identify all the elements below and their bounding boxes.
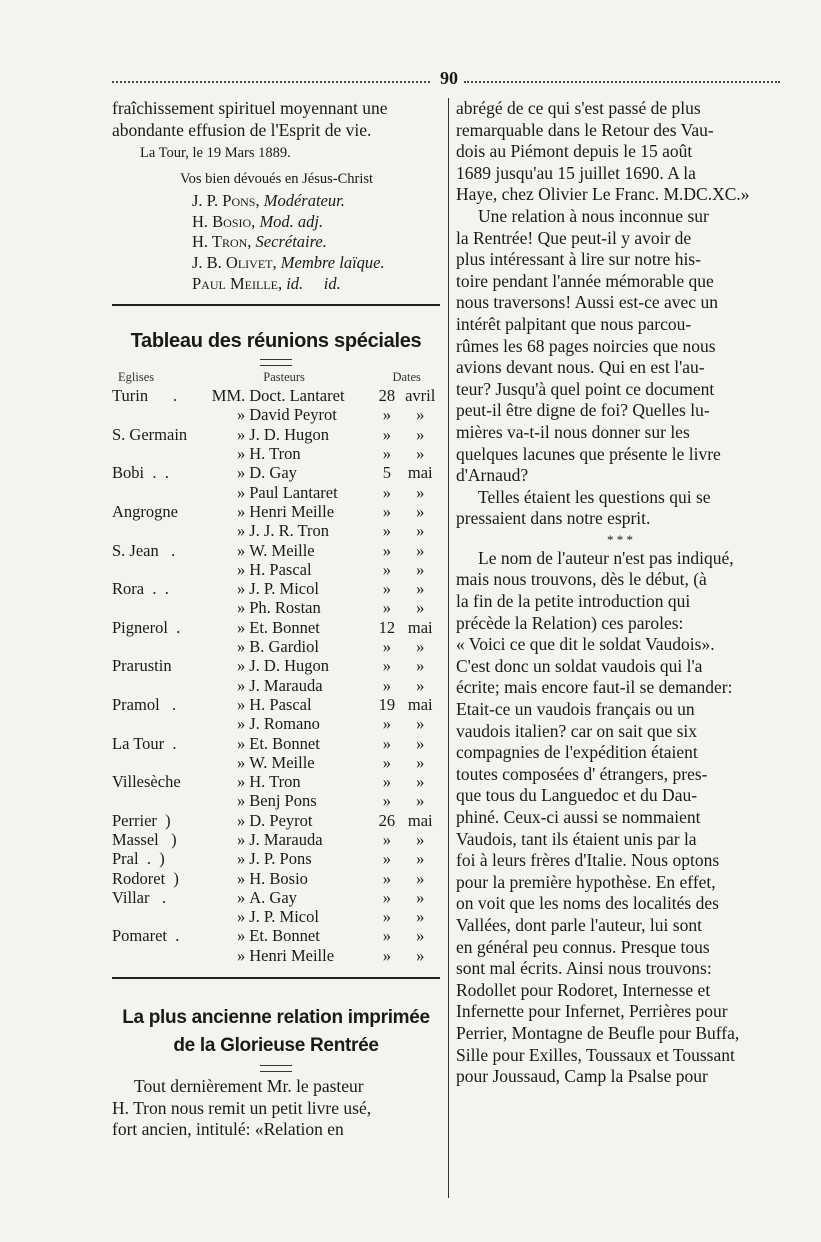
church-cell: [112, 676, 208, 695]
date-day-cell: »: [382, 926, 392, 946]
date-month-cell: »: [416, 926, 425, 946]
table-row: [112, 926, 440, 945]
date-month-cell: »: [416, 444, 425, 464]
pastor-cell: J. Romano: [249, 714, 320, 734]
text-line: vaudois italien? car on sait que six: [456, 720, 698, 741]
honorific-cell: »: [237, 772, 246, 792]
date-month-cell: »: [416, 637, 425, 657]
text-line: Rodollet pour Rodoret, Internesse et: [456, 979, 711, 1000]
date-day-cell: »: [382, 772, 392, 792]
text-line: toutes composées d' étrangers, pres-: [456, 763, 708, 784]
table-row: [112, 695, 440, 714]
church-cell: Massel ): [112, 829, 177, 849]
date-month-cell: »: [416, 656, 425, 676]
article-title-line-1: La plus ancienne relation imprimée: [122, 1007, 430, 1029]
date-day-cell: »: [382, 675, 392, 695]
text-line: quelques lacunes que présente le livre: [456, 443, 721, 464]
honorific-cell: »: [237, 617, 246, 637]
date-month-cell: »: [416, 540, 425, 560]
date-month-cell: mai: [407, 694, 433, 714]
text-line: précède la Relation) ces paroles:: [456, 612, 684, 633]
paragraph-2: [456, 206, 784, 487]
pastor-cell: Et. Bonnet: [249, 617, 320, 637]
church-cell: [112, 483, 208, 502]
date-month-cell: »: [416, 579, 425, 599]
date-month-cell: »: [416, 675, 425, 695]
table-row: [112, 772, 440, 791]
section-stars: * * *: [607, 531, 633, 547]
table-row: [112, 405, 440, 424]
pastor-cell: Benj Pons: [249, 791, 317, 811]
table-row: [112, 541, 440, 560]
page-number: 90: [440, 68, 458, 88]
pastor-cell: W. Meille: [249, 540, 315, 560]
date-month-cell: »: [416, 714, 425, 734]
pastor-cell: H. Pascal: [249, 694, 312, 714]
church-cell: [112, 405, 208, 424]
honorific-cell: »: [237, 501, 246, 521]
pastor-cell: J. J. R. Tron: [249, 521, 330, 541]
date-day-cell: »: [382, 579, 392, 599]
date-month-cell: »: [416, 559, 425, 579]
church-cell: [112, 560, 208, 579]
pastor-cell: B. Gardiol: [249, 637, 319, 657]
pastor-cell: David Peyrot: [249, 405, 337, 425]
text-line: Perrier, Montagne de Beufle pour Buffa,: [456, 1022, 740, 1043]
honorific-cell: MM.: [211, 386, 246, 406]
paragraph-3: [456, 487, 784, 530]
date-month-cell: »: [416, 482, 425, 502]
text-line: Etait-ce un vaudois français ou un: [456, 699, 695, 720]
pastor-cell: J. P. Micol: [249, 907, 319, 927]
table-row: [112, 791, 440, 810]
text-line: que tous du Languedoc et du Dau-: [456, 785, 698, 806]
table-header-row: [112, 368, 440, 386]
date-day-cell: »: [382, 559, 392, 579]
church-cell: Pral . ): [112, 849, 165, 869]
signatory-name: H. Bosio,: [192, 211, 256, 231]
date-month-cell: »: [416, 945, 425, 965]
honorific-cell: »: [237, 810, 246, 830]
date-month-cell: »: [416, 733, 425, 753]
church-cell: [112, 753, 208, 772]
table-row: [112, 521, 440, 540]
date-day-cell: »: [382, 501, 392, 521]
salutation: Vos bien dévoués en Jésus-Christ: [180, 171, 374, 188]
honorific-cell: »: [237, 540, 246, 560]
table-row: [112, 425, 440, 444]
date-month-cell: »: [416, 772, 425, 792]
signatory: [112, 274, 440, 295]
pastor-cell: J. Marauda: [249, 675, 323, 695]
page-header: [112, 68, 780, 94]
pastor-cell: Paul Lantaret: [249, 482, 338, 502]
text-line: Une relation à nous inconnue sur: [478, 205, 709, 226]
pastor-cell: Doct. Lantaret: [249, 386, 345, 406]
table-row: [112, 579, 440, 598]
pastor-cell: Et. Bonnet: [249, 926, 320, 946]
honorific-cell: »: [237, 714, 246, 734]
paragraph-1: [456, 98, 784, 206]
date-month-cell: mai: [407, 463, 433, 483]
date-month-cell: »: [416, 868, 425, 888]
text-line: rûmes les 68 pages noircies que nous: [456, 335, 716, 356]
text-line: la Rentrée! Que peut-il y avoir de: [456, 227, 692, 248]
table-row: [112, 734, 440, 753]
date-month-cell: »: [416, 907, 425, 927]
date-day-cell: »: [382, 637, 392, 657]
pastor-cell: J. D. Hugon: [249, 424, 330, 444]
date-day-cell: »: [382, 887, 392, 907]
signatory-role: Mod. adj.: [259, 211, 324, 231]
intro-paragraph: [112, 98, 440, 141]
text-line: on voit que les noms des localités des: [456, 893, 719, 914]
right-column: [456, 98, 784, 1088]
date-day-cell: »: [382, 945, 392, 965]
church-cell: Rodoret ): [112, 868, 179, 888]
date-day-cell: »: [382, 868, 392, 888]
date-day-cell: »: [382, 752, 392, 772]
title-double-rule: [260, 359, 292, 366]
paragraph-4: [456, 548, 784, 1088]
table-title: Tableau des réunions spéciales: [130, 330, 422, 353]
church-cell: Villar .: [112, 887, 166, 907]
text-line: écrite; mais encore faut-il se demander:: [456, 677, 733, 698]
signatory-name: H. Tron,: [192, 232, 252, 252]
honorific-cell: »: [237, 791, 246, 811]
text-line: Tout dernièrement Mr. le pasteur: [134, 1076, 364, 1097]
table-row: [112, 676, 440, 695]
honorific-cell: »: [237, 444, 246, 464]
honorific-cell: »: [237, 559, 246, 579]
text-line: plus intéressant à lire sur notre his-: [456, 249, 701, 270]
text-line: fraîchissement spirituel moyennant une: [112, 98, 388, 118]
title-double-rule: [260, 1065, 292, 1072]
pastor-cell: H. Tron: [249, 772, 301, 792]
church-cell: [112, 598, 208, 617]
text-line: en général peu connus. Presque tous: [456, 936, 710, 957]
date-day-cell: »: [382, 733, 392, 753]
text-line: mières va-t-il nous donner sur les: [456, 421, 690, 442]
church-cell: [112, 791, 208, 810]
church-cell: Prarustin: [112, 656, 172, 676]
text-line: pour la première hypothèse. En effet,: [456, 871, 716, 892]
header-dates: Dates: [392, 370, 421, 385]
pastor-cell: D. Peyrot: [249, 810, 313, 830]
text-line: compagnies de l'expédition étaient: [456, 742, 698, 763]
text-line: intérêt palpitant que nous parcou-: [456, 313, 692, 334]
table-row: [112, 560, 440, 579]
table-row: [112, 618, 440, 637]
table-row: [112, 907, 440, 926]
date-day-cell: 26: [378, 810, 396, 830]
pastor-cell: J. D. Hugon: [249, 656, 330, 676]
text-line: pour Joussaud, Camp la Psalse pour: [456, 1066, 708, 1087]
pastor-cell: A. Gay: [249, 887, 297, 907]
church-cell: S. Germain: [112, 424, 188, 444]
church-cell: Angrogne: [112, 501, 178, 521]
honorific-cell: »: [237, 482, 246, 502]
church-cell: [112, 521, 208, 540]
signatory: [112, 212, 440, 233]
date-month-cell: »: [416, 424, 425, 444]
table-row: [112, 869, 440, 888]
honorific-cell: »: [237, 424, 246, 444]
honorific-cell: »: [237, 733, 246, 753]
table-row: [112, 811, 440, 830]
pastor-cell: J. P. Pons: [249, 849, 312, 869]
church-cell: Pignerol .: [112, 617, 181, 637]
honorific-cell: »: [237, 521, 246, 541]
date-month-cell: »: [416, 791, 425, 811]
church-cell: [112, 637, 208, 656]
text-line: C'est donc un soldat vaudois qui l'a: [456, 655, 703, 676]
pastor-cell: J. P. Micol: [249, 579, 319, 599]
text-line: Telles étaient les questions qui se: [478, 486, 711, 507]
text-line: fort ancien, intitulé: «Relation en: [112, 1119, 344, 1140]
church-cell: [112, 444, 208, 463]
date-month-cell: »: [416, 501, 425, 521]
date-month-cell: »: [416, 829, 425, 849]
pastor-cell: W. Meille: [249, 752, 315, 772]
date-month-cell: »: [416, 405, 425, 425]
church-cell: [112, 907, 208, 926]
table-row: [112, 714, 440, 733]
signatory-name: Paul Meille,: [192, 273, 283, 293]
text-line: pressaient dans notre esprit.: [456, 508, 651, 529]
text-line: Vaudois, tant ils étaient unis par la: [456, 828, 697, 849]
text-line: dois au Piémont depuis le 15 août: [456, 141, 693, 162]
table-row: [112, 656, 440, 675]
date-month-cell: »: [416, 752, 425, 772]
text-line: Vallées, dont parle l'auteur, lui sont: [456, 914, 702, 935]
church-cell: La Tour .: [112, 733, 177, 753]
date-month-cell: »: [416, 598, 425, 618]
table-body: [112, 386, 440, 965]
honorific-cell: »: [237, 907, 246, 927]
text-line: avions devant nous. Qui en est l'au-: [456, 357, 705, 378]
signatory-role: Secrétaire.: [255, 232, 327, 252]
signatory-role: id. id.: [286, 273, 341, 293]
church-cell: [112, 946, 208, 965]
text-line: nous traversons! Aussi est-ce avec un: [456, 292, 718, 313]
signatory-role: Membre laïque.: [280, 252, 385, 272]
table-row: [112, 637, 440, 656]
pastor-cell: H. Bosio: [249, 868, 308, 888]
date-day-cell: »: [382, 829, 392, 849]
section-rule: [112, 304, 440, 306]
date-day-cell: »: [382, 714, 392, 734]
church-cell: Bobi . .: [112, 463, 169, 483]
text-line: sont mal écrits. Ainsi nous trouvons:: [456, 958, 712, 979]
date-day-cell: »: [382, 849, 392, 869]
header-pasteurs: Pasteurs: [263, 370, 305, 385]
date-month-cell: mai: [407, 617, 433, 637]
text-line: remarquable dans le Retour des Vau-: [456, 119, 714, 140]
signatory: [112, 253, 440, 274]
honorific-cell: »: [237, 752, 246, 772]
church-cell: S. Jean .: [112, 540, 176, 560]
left-column: [112, 98, 440, 1141]
honorific-cell: »: [237, 579, 246, 599]
table-row: [112, 849, 440, 868]
date-month-cell: »: [416, 521, 425, 541]
church-cell: [112, 714, 208, 733]
honorific-cell: »: [237, 637, 246, 657]
date-month-cell: mai: [407, 810, 433, 830]
date-month-cell: »: [416, 849, 425, 869]
place-date: La Tour, le 19 Mars 1889.: [140, 145, 291, 162]
table-row: [112, 888, 440, 907]
honorific-cell: »: [237, 405, 246, 425]
date-day-cell: 5: [382, 463, 392, 483]
date-day-cell: 28: [378, 386, 396, 406]
honorific-cell: »: [237, 463, 246, 483]
text-line: H. Tron nous remit un petit livre usé,: [112, 1097, 372, 1118]
signatories: [112, 191, 440, 294]
date-day-cell: »: [382, 405, 392, 425]
column-divider: [448, 98, 449, 1198]
church-cell: Pomaret .: [112, 926, 180, 946]
pastor-cell: Henri Meille: [249, 945, 335, 965]
table-row: [112, 502, 440, 521]
honorific-cell: »: [237, 675, 246, 695]
text-line: phiné. Ceux-ci aussi se nommaient: [456, 807, 701, 827]
pastor-cell: Et. Bonnet: [249, 733, 320, 753]
text-line: 1689 jusqu'au 15 juillet 1690. A la: [456, 162, 696, 183]
header-eglises: Eglises: [118, 370, 155, 385]
date-day-cell: »: [382, 540, 392, 560]
header-ornament-right: [464, 81, 780, 89]
church-cell: Turin .: [112, 386, 177, 406]
date-day-cell: »: [382, 424, 392, 444]
text-line: « Voici ce que dit le soldat Vaudois».: [456, 634, 715, 655]
honorific-cell: »: [237, 829, 246, 849]
text-line: abondante effusion de l'Esprit de vie.: [112, 119, 372, 140]
date-day-cell: 19: [378, 694, 396, 714]
pastor-cell: H. Pascal: [249, 559, 312, 579]
date-month-cell: avril: [405, 386, 436, 406]
date-month-cell: »: [416, 887, 425, 907]
honorific-cell: »: [237, 887, 246, 907]
text-line: Haye, chez Olivier Le Franc. M.DC.XC.»: [456, 184, 750, 205]
text-line: abrégé de ce qui s'est passé de plus: [456, 98, 701, 118]
table-row: [112, 386, 440, 405]
signatory-name: J. B. Olivet,: [192, 252, 277, 272]
text-line: toire pendant l'année mémorable que: [456, 270, 714, 291]
table-row: [112, 463, 440, 482]
church-cell: Rora . .: [112, 579, 169, 599]
pastor-cell: J. Marauda: [249, 829, 323, 849]
text-line: Le nom de l'auteur n'est pas indiqué,: [478, 547, 734, 568]
honorific-cell: »: [237, 694, 246, 714]
article-title-line-2: de la Glorieuse Rentrée: [173, 1035, 379, 1057]
honorific-cell: »: [237, 926, 246, 946]
text-line: mais nous trouvons, dès le début, (à: [456, 569, 707, 590]
pastor-cell: Henri Meille: [249, 501, 335, 521]
church-cell: Perrier ): [112, 810, 171, 830]
church-cell: Pramol .: [112, 694, 177, 714]
date-day-cell: »: [382, 521, 392, 541]
pastor-cell: D. Gay: [249, 463, 297, 483]
pastor-cell: Ph. Rostan: [249, 598, 321, 618]
honorific-cell: »: [237, 598, 246, 618]
honorific-cell: »: [237, 868, 246, 888]
table-row: [112, 598, 440, 617]
header-ornament-left: [112, 81, 430, 89]
text-line: peut-il être digne de foi? Quelles lu-: [456, 400, 710, 421]
signatory: [112, 191, 440, 212]
date-day-cell: »: [382, 907, 392, 927]
honorific-cell: »: [237, 656, 246, 676]
date-day-cell: »: [382, 444, 392, 464]
table-row: [112, 830, 440, 849]
date-day-cell: »: [382, 482, 392, 502]
text-line: foi à leurs frères d'Italie. Nous optons: [456, 850, 720, 871]
text-line: d'Arnaud?: [456, 465, 529, 486]
section-rule: [112, 977, 440, 979]
text-line: teur? Jusqu'à quel point ce document: [456, 378, 715, 399]
honorific-cell: »: [237, 849, 246, 869]
table-row: [112, 753, 440, 772]
table-row: [112, 946, 440, 965]
meetings-table: [112, 368, 440, 965]
date-day-cell: 12: [378, 617, 396, 637]
church-cell: Villesèche: [112, 772, 181, 792]
honorific-cell: »: [237, 945, 246, 965]
text-line: Sille pour Exilles, Toussaux et Toussant: [456, 1044, 735, 1065]
pastor-cell: H. Tron: [249, 444, 301, 464]
signatory: [112, 232, 440, 253]
table-row: [112, 444, 440, 463]
date-day-cell: »: [382, 656, 392, 676]
article-paragraph: [112, 1076, 440, 1141]
signatory-role: Modérateur.: [263, 191, 345, 211]
table-row: [112, 483, 440, 502]
date-day-cell: »: [382, 791, 392, 811]
signatory-name: J. P. Pons,: [192, 191, 260, 211]
text-line: la fin de la petite introduction qui: [456, 591, 691, 612]
date-day-cell: »: [382, 598, 392, 618]
text-line: Infernette pour Infernet, Perrières pour: [456, 1001, 728, 1022]
